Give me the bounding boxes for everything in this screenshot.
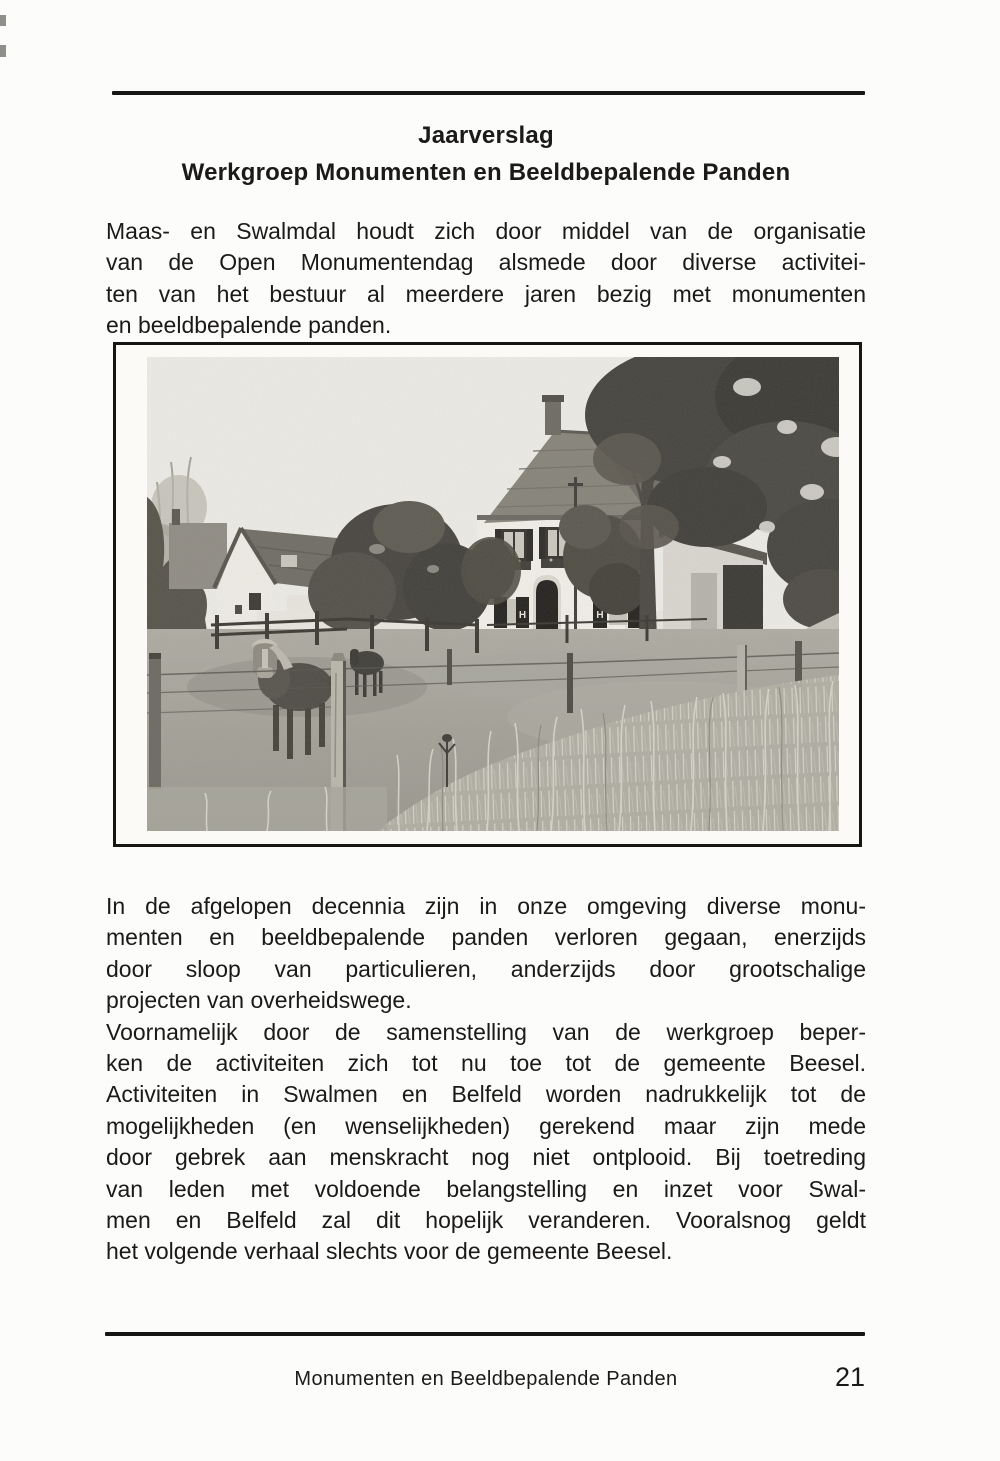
footer-caption: Monumenten en Beeldbepalende Panden: [294, 1368, 678, 1390]
text-line: ken de activiteiten zich tot nu toe tot de gemeente Beesel.: [106, 1049, 866, 1076]
intro-paragraph: [106, 216, 866, 342]
text-line: In de afgelopen decennia zijn in onze omgeving diverse monu-: [106, 893, 866, 919]
bottom-rule: [105, 1332, 865, 1336]
page-title: [106, 117, 866, 191]
text-line: Maas- en Swalmdal houdt zich door middel van de organisatie: [106, 218, 866, 244]
text-line: van leden met voldoende belangstelling en inzet voor Swal-: [106, 1175, 866, 1202]
scan-artifact: [0, 15, 6, 26]
text-line: Activiteiten in Swalmen en Belfeld worden nadrukkelijk tot de: [106, 1081, 866, 1108]
body-paragraph: [106, 891, 866, 1268]
farmhouse-photo: [147, 357, 839, 831]
title-line1: Jaarverslag: [418, 122, 554, 149]
scan-artifact: [0, 45, 6, 57]
text-line: door sloop van particulieren, anderzijds door grootschalige: [106, 955, 866, 982]
page-number: 21: [834, 1362, 865, 1392]
text-line: door gebrek aan menskracht nog niet ontplooid. Bij toetreding: [106, 1144, 866, 1171]
title-line2: Werkgroep Monumenten en Beeldbepalende Panden: [181, 159, 791, 186]
film-grain: [147, 357, 839, 831]
text-line: mogelijkheden (en wenselijkheden) gerekend maar zijn mede: [106, 1112, 866, 1139]
text-line: men en Belfeld zal dit hopelijk veranderen. Vooralsnog geldt: [106, 1206, 866, 1233]
text-line: van de Open Monumentendag alsmede door diverse activitei-: [106, 249, 866, 276]
text-line: en beeldbepalende panden.: [106, 312, 392, 339]
text-line: ten van het bestuur al meerdere jaren bezig met monumenten: [106, 280, 866, 307]
top-rule: [112, 91, 865, 95]
text-line: Voornamelijk door de samenstelling van de werkgroep beper-: [106, 1018, 866, 1045]
photo-frame: [113, 342, 862, 847]
text-line: het volgende verhaal slechts voor de gemeente Beesel.: [106, 1238, 673, 1265]
text-line: projecten van overheidswege.: [106, 987, 412, 1014]
text-line: menten en beeldbepalende panden verloren gegaan, enerzijds: [106, 924, 866, 951]
